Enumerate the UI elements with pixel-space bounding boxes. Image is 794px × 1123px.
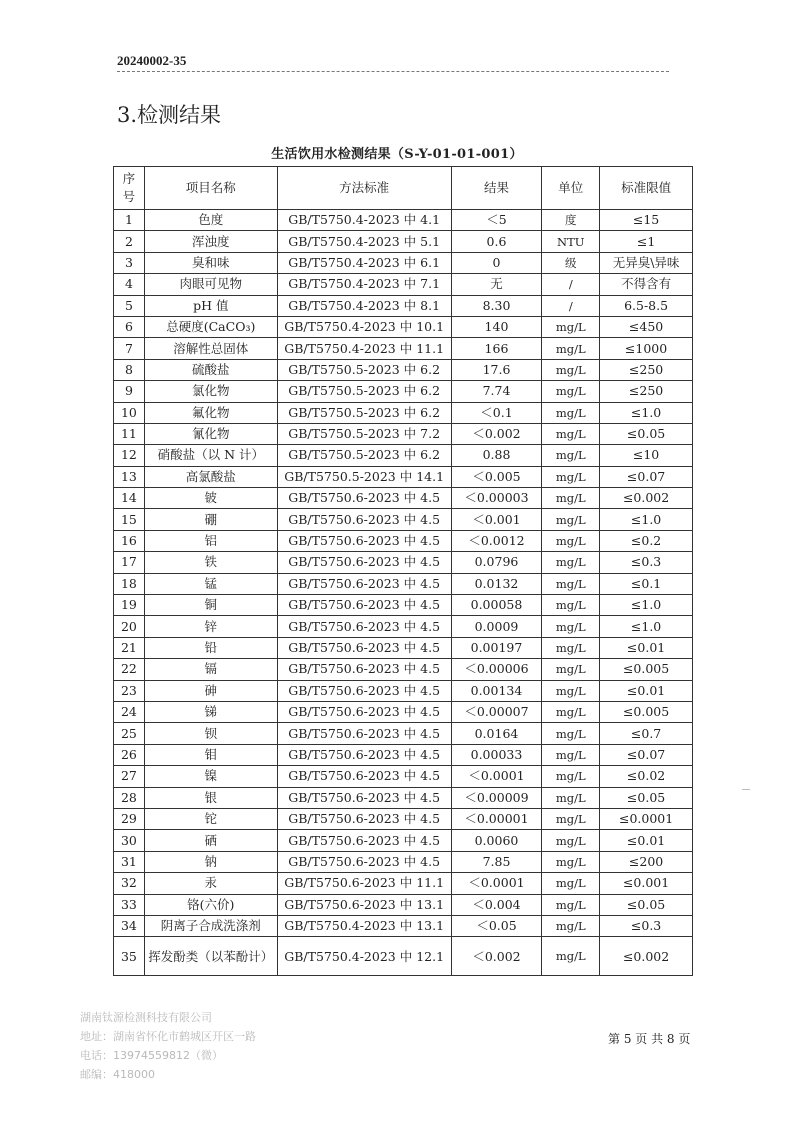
cell-unit: mg/L xyxy=(542,359,600,380)
cell-method: GB/T5750.6-2023 中 4.5 xyxy=(277,701,451,722)
cell-result: 0.00197 xyxy=(451,637,542,658)
cell-result: 0.0060 xyxy=(451,830,542,851)
cell-limit: ≤1.0 xyxy=(600,616,693,637)
cell-limit: ≤0.005 xyxy=(600,659,693,680)
cell-result: 0.00134 xyxy=(451,680,542,701)
cell-result: ＜0.002 xyxy=(451,423,542,444)
cell-method: GB/T5750.4-2023 中 7.1 xyxy=(277,274,451,295)
cell-unit: mg/L xyxy=(542,530,600,551)
header-unit: 单位 xyxy=(542,167,600,210)
cell-unit: mg/L xyxy=(542,787,600,808)
cell-unit: mg/L xyxy=(542,316,600,337)
cell-method: GB/T5750.5-2023 中 6.2 xyxy=(277,402,451,423)
cell-method: GB/T5750.6-2023 中 11.1 xyxy=(277,873,451,894)
header-limit: 标准限值 xyxy=(600,167,693,210)
cell-limit: ≤0.001 xyxy=(600,873,693,894)
cell-no: 30 xyxy=(114,830,145,851)
cell-method: GB/T5750.6-2023 中 4.5 xyxy=(277,509,451,530)
cell-result: ＜0.005 xyxy=(451,466,542,487)
cell-unit: mg/L xyxy=(542,766,600,787)
cell-no: 12 xyxy=(114,445,145,466)
cell-result: ＜0.001 xyxy=(451,509,542,530)
cell-method: GB/T5750.4-2023 中 12.1 xyxy=(277,937,451,976)
cell-item: pH 值 xyxy=(144,295,277,316)
cell-no: 29 xyxy=(114,808,145,829)
cell-no: 32 xyxy=(114,873,145,894)
table-row xyxy=(114,616,693,637)
table-row xyxy=(114,252,693,273)
footer-postcode: 邮编：418000 xyxy=(80,1068,155,1081)
cell-method: GB/T5750.6-2023 中 4.5 xyxy=(277,723,451,744)
cell-unit: mg/L xyxy=(542,915,600,936)
cell-method: GB/T5750.4-2023 中 13.1 xyxy=(277,915,451,936)
cell-item: 挥发酚类（以苯酚计） xyxy=(144,937,277,976)
cell-method: GB/T5750.6-2023 中 4.5 xyxy=(277,488,451,509)
table-row xyxy=(114,423,693,444)
table-row xyxy=(114,744,693,765)
cell-item: 钡 xyxy=(144,723,277,744)
cell-item: 硒 xyxy=(144,830,277,851)
header-method: 方法标准 xyxy=(277,167,451,210)
cell-no: 24 xyxy=(114,701,145,722)
cell-item: 溶解性总固体 xyxy=(144,338,277,359)
table-row xyxy=(114,766,693,787)
cell-unit: mg/L xyxy=(542,381,600,402)
cell-item: 阴离子合成洗涤剂 xyxy=(144,915,277,936)
cell-unit: mg/L xyxy=(542,616,600,637)
cell-limit: ≤0.3 xyxy=(600,915,693,936)
cell-no: 19 xyxy=(114,595,145,616)
table-row xyxy=(114,573,693,594)
table-row xyxy=(114,894,693,915)
cell-limit: 6.5-8.5 xyxy=(600,295,693,316)
cell-limit: ≤0.02 xyxy=(600,766,693,787)
cell-method: GB/T5750.6-2023 中 4.5 xyxy=(277,744,451,765)
cell-item: 锰 xyxy=(144,573,277,594)
cell-unit: mg/L xyxy=(542,445,600,466)
table-row xyxy=(114,359,693,380)
cell-result: 8.30 xyxy=(451,295,542,316)
cell-item: 硫酸盐 xyxy=(144,359,277,380)
table-row xyxy=(114,295,693,316)
cell-limit: ≤200 xyxy=(600,851,693,872)
table-row xyxy=(114,552,693,573)
cell-item: 钼 xyxy=(144,744,277,765)
cell-item: 砷 xyxy=(144,680,277,701)
table-row xyxy=(114,210,693,231)
footer-address: 地址：湖南省怀化市鹤城区开区一路 xyxy=(80,1030,256,1043)
cell-method: GB/T5750.6-2023 中 4.5 xyxy=(277,595,451,616)
cell-unit: mg/L xyxy=(542,873,600,894)
cell-unit: mg/L xyxy=(542,402,600,423)
cell-limit: ≤1.0 xyxy=(600,402,693,423)
cell-limit: ≤0.05 xyxy=(600,894,693,915)
table-row xyxy=(114,915,693,936)
cell-unit: mg/L xyxy=(542,488,600,509)
cell-limit: ≤250 xyxy=(600,381,693,402)
footer-phone: 电话：13974559812（微） xyxy=(80,1049,223,1062)
cell-result: 7.74 xyxy=(451,381,542,402)
cell-no: 2 xyxy=(114,231,145,252)
header-divider xyxy=(117,71,669,72)
cell-method: GB/T5750.4-2023 中 8.1 xyxy=(277,295,451,316)
cell-unit: mg/L xyxy=(542,552,600,573)
cell-method: GB/T5750.6-2023 中 4.5 xyxy=(277,680,451,701)
cell-item: 肉眼可见物 xyxy=(144,274,277,295)
cell-limit: ≤1.0 xyxy=(600,595,693,616)
table-row xyxy=(114,659,693,680)
cell-no: 18 xyxy=(114,573,145,594)
table-row xyxy=(114,316,693,337)
cell-item: 镍 xyxy=(144,766,277,787)
cell-unit: mg/L xyxy=(542,573,600,594)
cell-unit: mg/L xyxy=(542,937,600,976)
cell-unit: mg/L xyxy=(542,466,600,487)
cell-limit: ≤0.1 xyxy=(600,573,693,594)
cell-method: GB/T5750.5-2023 中 6.2 xyxy=(277,445,451,466)
cell-limit: ≤0.05 xyxy=(600,787,693,808)
cell-limit: ≤0.2 xyxy=(600,530,693,551)
cell-result: ＜0.0001 xyxy=(451,766,542,787)
cell-limit: ≤1.0 xyxy=(600,509,693,530)
cell-result: ＜5 xyxy=(451,210,542,231)
cell-item: 镉 xyxy=(144,659,277,680)
cell-item: 氯化物 xyxy=(144,381,277,402)
cell-item: 铬(六价) xyxy=(144,894,277,915)
cell-unit: mg/L xyxy=(542,851,600,872)
cell-result: 0 xyxy=(451,252,542,273)
cell-limit: ≤0.005 xyxy=(600,701,693,722)
cell-result: ＜0.00009 xyxy=(451,787,542,808)
cell-result: 140 xyxy=(451,316,542,337)
header-no-label: 序号 xyxy=(122,171,136,204)
cell-method: GB/T5750.6-2023 中 13.1 xyxy=(277,894,451,915)
cell-unit: mg/L xyxy=(542,637,600,658)
table-row xyxy=(114,338,693,359)
cell-result: ＜0.00007 xyxy=(451,701,542,722)
cell-limit: ≤450 xyxy=(600,316,693,337)
table-header-row xyxy=(114,167,693,210)
cell-method: GB/T5750.6-2023 中 4.5 xyxy=(277,808,451,829)
footer-company-block xyxy=(80,1008,256,1084)
cell-no: 1 xyxy=(114,210,145,231)
header-item: 项目名称 xyxy=(144,167,277,210)
cell-unit: mg/L xyxy=(542,744,600,765)
cell-result: ＜0.00001 xyxy=(451,808,542,829)
table-row xyxy=(114,680,693,701)
cell-method: GB/T5750.5-2023 中 6.2 xyxy=(277,359,451,380)
cell-no: 27 xyxy=(114,766,145,787)
cell-result: ＜0.1 xyxy=(451,402,542,423)
cell-method: GB/T5750.4-2023 中 10.1 xyxy=(277,316,451,337)
cell-item: 高氯酸盐 xyxy=(144,466,277,487)
cell-unit: 度 xyxy=(542,210,600,231)
cell-method: GB/T5750.4-2023 中 4.1 xyxy=(277,210,451,231)
cell-limit: 无异臭\异味 xyxy=(600,252,693,273)
cell-result: 166 xyxy=(451,338,542,359)
cell-result: ＜0.0012 xyxy=(451,530,542,551)
cell-unit: mg/L xyxy=(542,338,600,359)
table-row xyxy=(114,402,693,423)
cell-result: 0.0009 xyxy=(451,616,542,637)
cell-item: 铍 xyxy=(144,488,277,509)
cell-no: 21 xyxy=(114,637,145,658)
table-row xyxy=(114,466,693,487)
table-row xyxy=(114,445,693,466)
cell-unit: mg/L xyxy=(542,595,600,616)
cell-item: 浑浊度 xyxy=(144,231,277,252)
cell-result: 7.85 xyxy=(451,851,542,872)
table-row xyxy=(114,851,693,872)
cell-unit: 级 xyxy=(542,252,600,273)
table-row xyxy=(114,595,693,616)
cell-result: ＜0.004 xyxy=(451,894,542,915)
cell-method: GB/T5750.6-2023 中 4.5 xyxy=(277,552,451,573)
cell-limit: ≤0.002 xyxy=(600,937,693,976)
cell-no: 25 xyxy=(114,723,145,744)
cell-result: 0.0796 xyxy=(451,552,542,573)
table-row xyxy=(114,231,693,252)
cell-limit: ≤0.05 xyxy=(600,423,693,444)
cell-result: 17.6 xyxy=(451,359,542,380)
cell-unit: mg/L xyxy=(542,659,600,680)
cell-limit: ≤0.07 xyxy=(600,744,693,765)
cell-result: ＜0.00006 xyxy=(451,659,542,680)
cell-no: 6 xyxy=(114,316,145,337)
cell-limit: ≤0.01 xyxy=(600,680,693,701)
cell-unit: mg/L xyxy=(542,423,600,444)
cell-limit: ≤1000 xyxy=(600,338,693,359)
cell-no: 17 xyxy=(114,552,145,573)
cell-limit: ≤0.07 xyxy=(600,466,693,487)
cell-method: GB/T5750.4-2023 中 5.1 xyxy=(277,231,451,252)
cell-no: 13 xyxy=(114,466,145,487)
cell-method: GB/T5750.6-2023 中 4.5 xyxy=(277,830,451,851)
cell-item: 汞 xyxy=(144,873,277,894)
cell-item: 铜 xyxy=(144,595,277,616)
cell-item: 氰化物 xyxy=(144,423,277,444)
table-row xyxy=(114,488,693,509)
cell-method: GB/T5750.5-2023 中 14.1 xyxy=(277,466,451,487)
cell-limit: ≤0.0001 xyxy=(600,808,693,829)
cell-no: 15 xyxy=(114,509,145,530)
page-number: 第 5 页 共 8 页 xyxy=(608,1032,691,1046)
table-row xyxy=(114,701,693,722)
cell-item: 铅 xyxy=(144,637,277,658)
cell-unit: mg/L xyxy=(542,509,600,530)
cell-method: GB/T5750.6-2023 中 4.5 xyxy=(277,637,451,658)
cell-result: ＜0.0001 xyxy=(451,873,542,894)
cell-limit: ≤0.01 xyxy=(600,637,693,658)
cell-no: 31 xyxy=(114,851,145,872)
table-row xyxy=(114,830,693,851)
cell-limit: ≤0.7 xyxy=(600,723,693,744)
cell-no: 16 xyxy=(114,530,145,551)
cell-item: 铊 xyxy=(144,808,277,829)
cell-limit: ≤0.01 xyxy=(600,830,693,851)
cell-no: 35 xyxy=(114,937,145,976)
cell-item: 银 xyxy=(144,787,277,808)
cell-unit: mg/L xyxy=(542,701,600,722)
cell-item: 锌 xyxy=(144,616,277,637)
cell-item: 钠 xyxy=(144,851,277,872)
cell-no: 26 xyxy=(114,744,145,765)
section-heading: 3.检测结果 xyxy=(117,103,222,127)
cell-unit: NTU xyxy=(542,231,600,252)
cell-no: 8 xyxy=(114,359,145,380)
cell-method: GB/T5750.4-2023 中 6.1 xyxy=(277,252,451,273)
cell-result: 0.00033 xyxy=(451,744,542,765)
cell-result: 0.0164 xyxy=(451,723,542,744)
cell-no: 4 xyxy=(114,274,145,295)
cell-limit: ≤0.3 xyxy=(600,552,693,573)
cell-unit: / xyxy=(542,274,600,295)
cell-method: GB/T5750.6-2023 中 4.5 xyxy=(277,530,451,551)
cell-item: 色度 xyxy=(144,210,277,231)
footer-company-name: 湖南钛源检测科技有限公司 xyxy=(80,1011,212,1024)
cell-no: 3 xyxy=(114,252,145,273)
cell-limit: ≤10 xyxy=(600,445,693,466)
table-row xyxy=(114,381,693,402)
cell-method: GB/T5750.5-2023 中 6.2 xyxy=(277,381,451,402)
cell-no: 11 xyxy=(114,423,145,444)
cell-item: 臭和味 xyxy=(144,252,277,273)
cell-no: 33 xyxy=(114,894,145,915)
cell-no: 20 xyxy=(114,616,145,637)
table-title: 生活饮用水检测结果（S-Y-01-01-001） xyxy=(271,147,523,162)
cell-item: 硼 xyxy=(144,509,277,530)
cell-result: 0.00058 xyxy=(451,595,542,616)
cell-limit: ≤0.002 xyxy=(600,488,693,509)
table-row xyxy=(114,637,693,658)
cell-method: GB/T5750.6-2023 中 4.5 xyxy=(277,573,451,594)
cell-result: ＜0.00003 xyxy=(451,488,542,509)
cell-method: GB/T5750.4-2023 中 11.1 xyxy=(277,338,451,359)
table-row xyxy=(114,274,693,295)
cell-no: 34 xyxy=(114,915,145,936)
table-row xyxy=(114,723,693,744)
cell-item: 总硬度(CaCO₃) xyxy=(144,316,277,337)
cell-method: GB/T5750.6-2023 中 4.5 xyxy=(277,787,451,808)
cell-result: ＜0.05 xyxy=(451,915,542,936)
cell-no: 9 xyxy=(114,381,145,402)
table-row xyxy=(114,873,693,894)
cell-no: 28 xyxy=(114,787,145,808)
cell-no: 7 xyxy=(114,338,145,359)
cell-unit: mg/L xyxy=(542,723,600,744)
cell-result: 0.6 xyxy=(451,231,542,252)
header-no xyxy=(114,167,145,210)
cell-limit: ≤15 xyxy=(600,210,693,231)
table-row xyxy=(114,937,693,976)
cell-item: 铁 xyxy=(144,552,277,573)
cell-unit: mg/L xyxy=(542,680,600,701)
cell-item: 锑 xyxy=(144,701,277,722)
table-row xyxy=(114,787,693,808)
cell-no: 5 xyxy=(114,295,145,316)
cell-item: 硝酸盐（以 N 计） xyxy=(144,445,277,466)
cell-method: GB/T5750.6-2023 中 4.5 xyxy=(277,766,451,787)
table-row xyxy=(114,530,693,551)
cell-result: 0.88 xyxy=(451,445,542,466)
cell-unit: / xyxy=(542,295,600,316)
cell-item: 氟化物 xyxy=(144,402,277,423)
cell-no: 10 xyxy=(114,402,145,423)
cell-method: GB/T5750.5-2023 中 7.2 xyxy=(277,423,451,444)
cell-no: 23 xyxy=(114,680,145,701)
cell-no: 22 xyxy=(114,659,145,680)
margin-mark xyxy=(742,789,750,790)
report-code: 20240002-35 xyxy=(117,53,187,68)
cell-method: GB/T5750.6-2023 中 4.5 xyxy=(277,616,451,637)
cell-unit: mg/L xyxy=(542,830,600,851)
cell-item: 铝 xyxy=(144,530,277,551)
cell-no: 14 xyxy=(114,488,145,509)
cell-limit: 不得含有 xyxy=(600,274,693,295)
cell-unit: mg/L xyxy=(542,894,600,915)
cell-method: GB/T5750.6-2023 中 4.5 xyxy=(277,659,451,680)
results-table xyxy=(113,166,693,976)
cell-limit: ≤1 xyxy=(600,231,693,252)
cell-result: 0.0132 xyxy=(451,573,542,594)
cell-unit: mg/L xyxy=(542,808,600,829)
cell-method: GB/T5750.6-2023 中 4.5 xyxy=(277,851,451,872)
table-row xyxy=(114,509,693,530)
cell-result: ＜0.002 xyxy=(451,937,542,976)
table-row xyxy=(114,808,693,829)
cell-limit: ≤250 xyxy=(600,359,693,380)
cell-result: 无 xyxy=(451,274,542,295)
header-result: 结果 xyxy=(451,167,542,210)
